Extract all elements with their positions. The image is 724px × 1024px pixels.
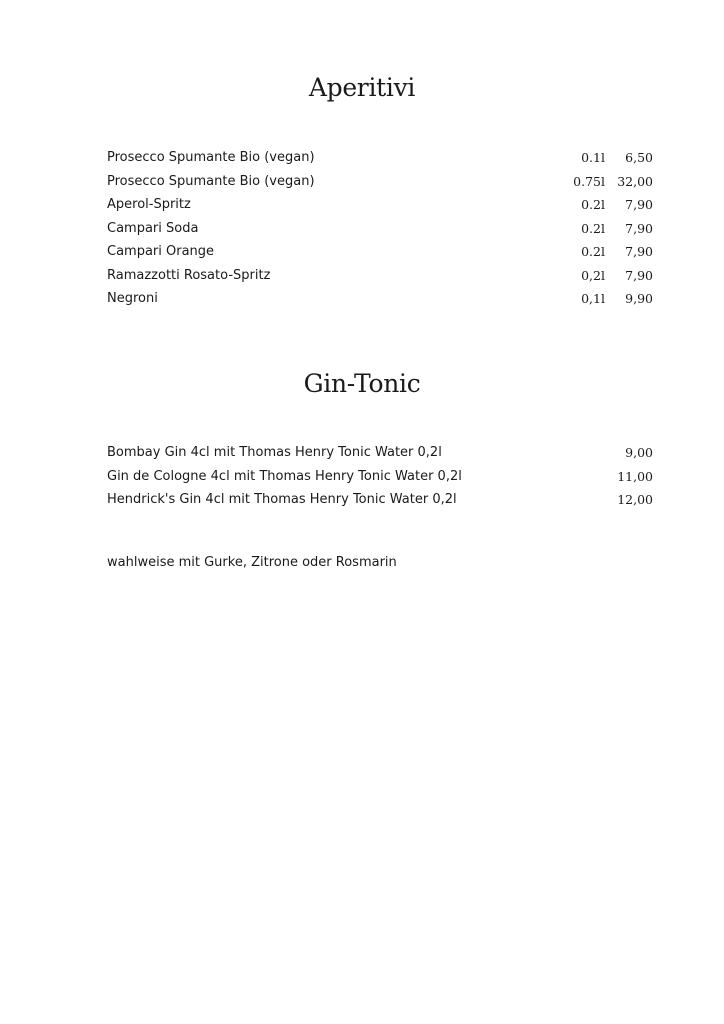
item-volume: 0.2l [581, 197, 605, 212]
item-volume: 0.75l [573, 173, 605, 189]
menu-item [107, 146, 653, 170]
item-name: Ramazzotti Rosato-Spritz [107, 267, 271, 283]
item-price: 7,90 [625, 244, 653, 259]
item-name: Aperol-Spritz [107, 197, 191, 212]
item-name: Prosecco Spumante Bio (vegan) [107, 150, 315, 165]
section-title-aperitivi: Aperitivi [308, 73, 416, 102]
item-name: Prosecco Spumante Bio (vegan) [107, 173, 315, 189]
item-name: Campari Soda [107, 220, 199, 236]
menu-item [107, 287, 653, 311]
item-volume: 0,1l [581, 291, 605, 306]
item-name: Negroni [107, 291, 158, 306]
item-price: 7,90 [625, 267, 653, 283]
gin-tonic-note: wahlweise mit Gurke, Zitrone oder Rosmarin [107, 555, 397, 570]
menu-item [107, 240, 653, 264]
item-volume: 0.1l [581, 150, 605, 165]
item-price: 7,90 [625, 220, 653, 236]
section-title-gin-tonic: Gin-Tonic [303, 369, 421, 398]
menu-item [107, 488, 653, 512]
item-price: 7,90 [625, 197, 653, 212]
item-name: Gin de Cologne 4cl mit Thomas Henry Tonic Water 0,2l [107, 468, 462, 484]
item-volume: 0,2l [581, 267, 605, 283]
gin-tonic-list [107, 441, 653, 512]
item-name: Campari Orange [107, 244, 215, 259]
item-name: Hendrick's Gin 4cl mit Thomas Henry Tonic Water 0,2l [107, 492, 457, 507]
menu-item [107, 217, 653, 241]
item-name: Bombay Gin 4cl mit Thomas Henry Tonic Water 0,2l [107, 445, 442, 460]
item-price: 6,50 [625, 150, 653, 165]
menu-item [107, 441, 653, 465]
item-price: 12,00 [617, 492, 653, 507]
menu-item [107, 193, 653, 217]
item-price: 9,00 [625, 445, 653, 460]
item-volume: 0.2l [581, 220, 605, 236]
menu-item [107, 465, 653, 489]
item-price: 9,90 [625, 291, 653, 306]
item-price: 32,00 [617, 173, 653, 189]
aperitivi-list [107, 146, 653, 311]
item-price: 11,00 [617, 468, 653, 484]
menu-item [107, 170, 653, 194]
menu-item [107, 264, 653, 288]
item-volume: 0.2l [581, 244, 605, 259]
